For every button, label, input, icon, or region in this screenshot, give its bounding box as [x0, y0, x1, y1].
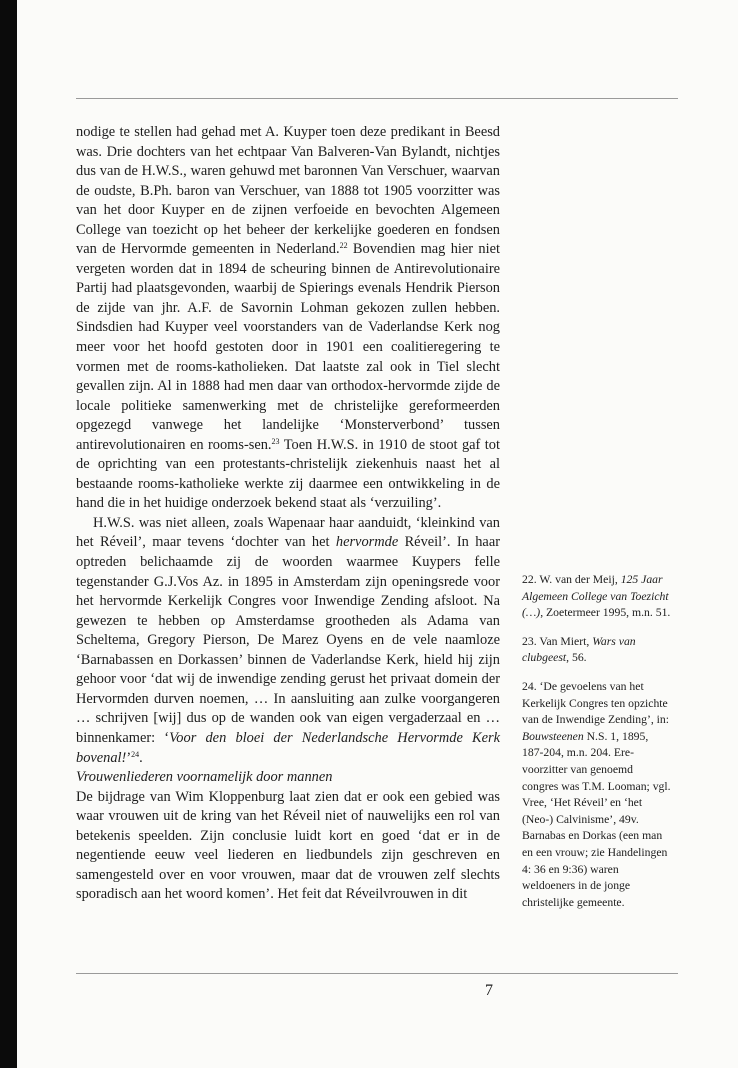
main-text-column — [76, 123, 500, 905]
footnote-24 — [522, 679, 672, 911]
footnote-24-text-a: 24. ‘De gevoelens van het Kerkelijk Congres ten opzichte van de Inwendige Zending’, in: — [522, 679, 670, 727]
paragraph-1 — [76, 123, 500, 514]
paragraph-2-italic-quote: Voor den bloei der Nederlandsche Hervormde Kerk bovenal! — [76, 729, 500, 766]
paragraph-1-text-c: Toen H.W.S. in 1910 de stoot gaf tot de oprichting van een protestants-christelijk ziekenhuis naast het al bestaande rooms-katholieke werkte zij daarmee een ontwikkeling in de hand die in het huidige onderzoek bekend staat als ‘verzuiling’. — [76, 436, 500, 512]
footnote-22-text-a: 22. W. van der Meij, — [522, 573, 621, 586]
footnote-23-title: Wars van clubgeest — [522, 634, 636, 665]
footnotes-column — [522, 572, 672, 923]
section-heading: Vrouwenliederen voornamelijk door mannen — [76, 769, 333, 786]
top-rule — [76, 98, 678, 99]
footnote-23-text-a: 23. Van Miert, — [522, 634, 593, 648]
paragraph-1-text-b: Bovendien mag hier niet vergeten worden dat in 1894 de scheuring binnen de Antirevolutionaire Partij had plaatsgevonden, waarbij de Spierings evenals Hendrik Pierson de zijde van jhr. A.F. de Savornin Lohman gekozen zullen hebben. Sindsdien had Kuyper veel voorstanders van de Vaderlandse Kerk nog meer voor het hoofd gestoten door in 1901 een coalitieregering te vormen met de rooms-katholieken. Dat laatste zal ook in Tiel slecht gevallen zijn. Al in 1888 had men daar van orthodox-hervormde zijde de locale politieke samenwerking met de christelijke gereformeerden opgezegd vanwege het landelijke ‘Monsterverbond’ tussen antirevolutionairen en rooms-sen. — [76, 241, 500, 453]
page-number: 7 — [485, 982, 493, 999]
footnote-23-text-b: , 56. — [566, 651, 587, 665]
paragraph-3: De bijdrage van Wim Kloppenburg laat zien dat er ook een gebied was waar vrouwen uit de kring van het Réveil niet of nauwelijks een rol van betekenis speelden. Zijn conclusie luidt kort en goed ‘dat er in de negentiende eeuw veel liederen en liedbundels zijn geschreven en samengesteld over en voor vrouwen, maar dat de vrouwen zelf slechts sporadisch aan het woord komen’. Het feit dat Réveilvrouwen in dit — [76, 788, 500, 903]
footnote-24-title: Bouwsteenen — [522, 729, 584, 743]
paragraph-2-text-d: . — [139, 749, 143, 766]
footnote-23 — [522, 634, 672, 667]
paragraph-1-text-a: nodige te stellen had gehad met A. Kuyper toen deze predikant in Beesd was. Drie dochters van het echtpaar Van Balveren-Van Bylandt, nichtjes dus van de H.W.S., waren gehuwd met baronnen Van Verschuer, waarvan de oudste, B.Ph. baron van Verschuer, van 1888 tot 1905 voorzitter was van het door Kuyper en de zijnen verfoeide en bevochten Algemeen College van toezicht op het beheer der kerkelijke goederen en fondsen van de Hervormde gemeenten in Nederland. — [76, 124, 500, 258]
footnote-ref-22: 22 — [339, 241, 348, 251]
paragraph-2-text-a: H.W.S. was niet alleen, zoals Wapenaar haar aanduidt, ‘kleinkind van het Réveil’, maar tevens ‘dochter van het — [76, 514, 500, 551]
bottom-rule — [76, 973, 678, 974]
footnote-ref-24: 24 — [131, 749, 140, 759]
footnote-ref-23: 23 — [271, 436, 280, 446]
footnote-22 — [522, 572, 672, 622]
footnote-24-text-b: N.S. 1, 1895, 187-204, m.n. 204. Ere-voorzitter van genoemd congres was T.M. Looman; vgl. Vree, ‘Het Réveil’ en ‘het (Neo-) Calvinisme’, 49v. Barnabas en Dorkas (een man en een vrouw; zie Handelingen 4: 36 en 9:36) waren weldoeners in de jonge christelijke gemeente. — [522, 729, 671, 909]
binding-edge — [0, 0, 17, 1068]
footnote-22-text-b: , Zoetermeer 1995, m.n. 51. — [540, 606, 671, 620]
paragraph-2-text-b: Réveil’. In haar optreden belichaamde zij de woorden waarmee Kuypers felle tegenstander G.J.Vos Az. in 1895 in Amsterdam zijn openingsrede voor het hervormde Kerkelijk Congres voor Inwendige Zending afsloot. Na gewezen te hebben op Amsterdamse grootheden als Adama van Scheltema, Gregory Pierson, De Marez Oyens en de vele naamloze ‘Barnabassen en Dorkassen’ binnen de Vaderlandse Kerk, hield hij zijn gehoor voor ‘dat wij de inwendige zending gerust het privaat domein der Hervormden durven noemen, … In aansluiting aan zulke voorgangeren … schrijven [wij] dus op de wanden ook van eigen vergaderzaal en … binnenkamer: ‘ — [76, 534, 500, 746]
paragraph-2-text-c: ’ — [126, 749, 132, 766]
footnote-22-title: 125 Jaar Algemeen College van Toezicht (…) — [522, 573, 669, 620]
paragraph-2-italic-hervormde: hervormde — [335, 534, 399, 551]
paragraph-2 — [76, 514, 500, 768]
